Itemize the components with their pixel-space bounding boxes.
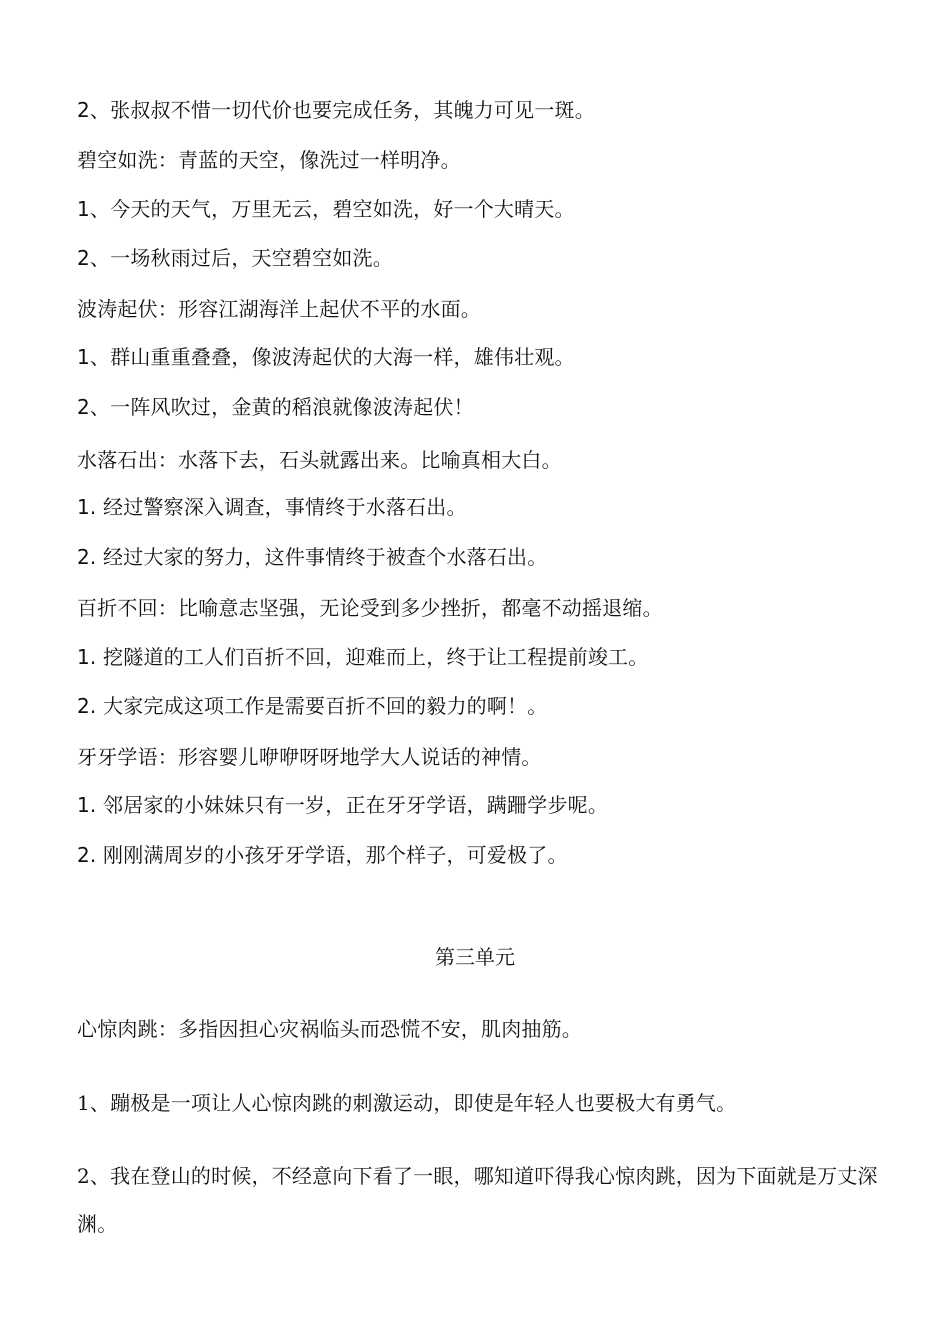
- example-sentence: 2. 大家完成这项工作是需要百折不回的毅力的啊！。: [77, 694, 548, 718]
- example-sentence: 2. 刚刚满周岁的小孩牙牙学语，那个样子，可爱极了。: [77, 843, 568, 867]
- example-sentence: 1、群山重重叠叠，像波涛起伏的大海一样，雄伟壮观。: [77, 345, 575, 369]
- example-sentence: 1. 经过警察深入调查，事情终于水落石出。: [77, 495, 467, 519]
- example-sentence: 2、一场秋雨过后，天空碧空如洗。: [77, 246, 393, 270]
- idiom-definition: 水落石出：水落下去，石头就露出来。比喻真相大白。: [77, 448, 562, 472]
- example-sentence: 2. 经过大家的努力，这件事情终于被查个水落石出。: [77, 545, 548, 569]
- example-sentence: 2、我在登山的时候，不经意向下看了一眼，哪知道吓得我心惊肉跳，因为下面就是万丈深渊。: [77, 1164, 878, 1236]
- idiom-definition: 波涛起伏：形容江湖海洋上起伏不平的水面。: [77, 297, 481, 321]
- idiom-definition: 百折不回：比喻意志坚强，无论受到多少挫折，都毫不动摇退缩。: [77, 596, 663, 620]
- idiom-definition: 碧空如洗：青蓝的天空，像洗过一样明净。: [77, 148, 461, 172]
- example-sentence: 2、一阵风吹过，金黄的稻浪就像波涛起伏！: [77, 395, 474, 419]
- idiom-definition: 心惊肉跳：多指因担心灾祸临头而恐慌不安，肌肉抽筋。: [77, 1017, 582, 1041]
- example-sentence: 1. 挖隧道的工人们百折不回，迎难而上，终于让工程提前竣工。: [77, 645, 649, 669]
- section-heading: 第三单元: [435, 945, 515, 969]
- idiom-definition: 牙牙学语：形容婴儿咿咿呀呀地学大人说话的神情。: [77, 745, 542, 769]
- example-sentence: 1、蹦极是一项让人心惊肉跳的刺激运动，即使是年轻人也要极大有勇气。: [77, 1091, 737, 1115]
- example-sentence: 1. 邻居家的小妹妹只有一岁，正在牙牙学语，蹒跚学步呢。: [77, 793, 609, 817]
- example-sentence: 2、张叔叔不惜一切代价也要完成任务，其魄力可见一斑。: [77, 98, 595, 122]
- example-sentence: 1、今天的天气，万里无云，碧空如洗，好一个大晴天。: [77, 197, 575, 221]
